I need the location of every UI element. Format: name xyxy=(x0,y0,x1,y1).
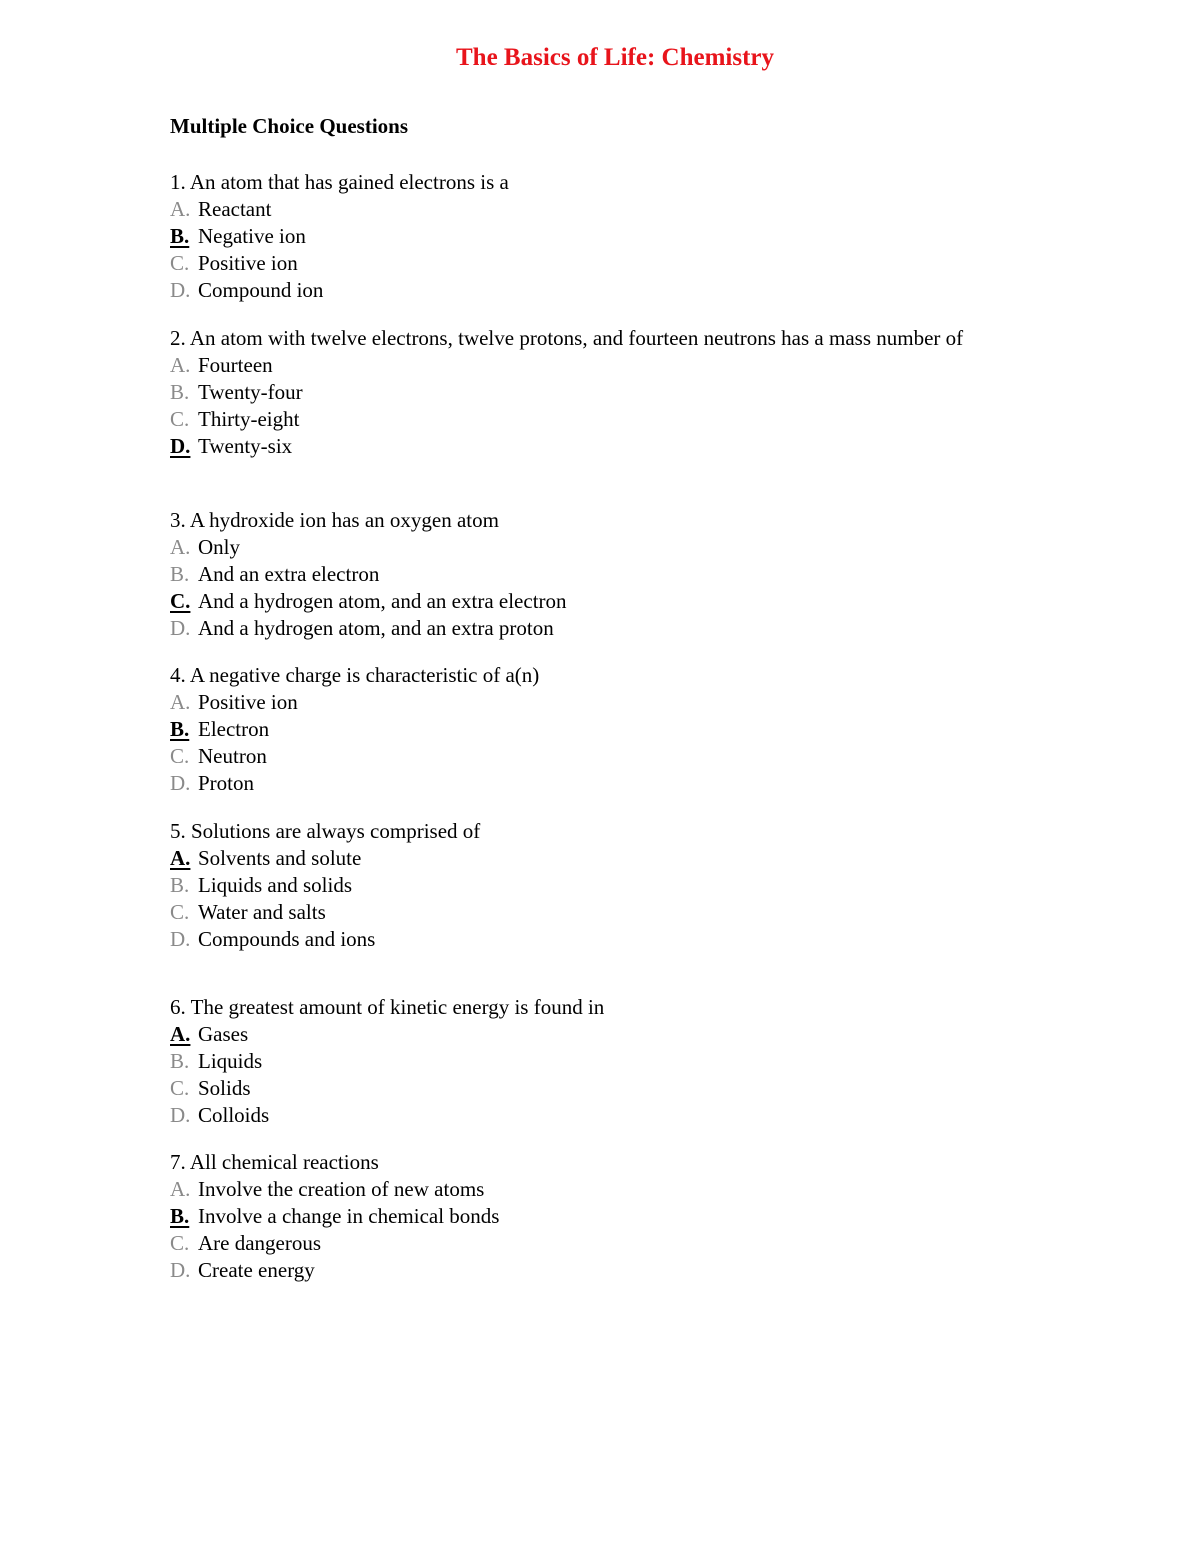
option-text: Positive ion xyxy=(198,690,298,714)
question-text: 5. Solutions are always comprised of xyxy=(170,819,481,843)
option-letter: D. xyxy=(170,278,191,302)
option-c xyxy=(170,406,1050,433)
option-text: Compounds and ions xyxy=(198,927,376,951)
option-letter: C. xyxy=(170,744,190,768)
option-a xyxy=(170,689,1050,716)
option-letter: B. xyxy=(170,562,190,586)
option-d xyxy=(170,615,1050,642)
option-text: Twenty-four xyxy=(198,380,303,404)
option-a xyxy=(170,1021,1050,1048)
correct-answer-letter: B. xyxy=(170,224,190,248)
question-text: 7. All chemical reactions xyxy=(170,1150,379,1174)
option-text: Thirty-eight xyxy=(198,407,300,431)
question-text: 4. A negative charge is characteristic of a(n) xyxy=(170,663,540,687)
option-letter: B. xyxy=(170,1049,190,1073)
option-letter: A. xyxy=(170,1177,191,1201)
option-text: And a hydrogen atom, and an extra proton xyxy=(198,616,554,640)
option-letter: A. xyxy=(170,197,191,221)
option-text: Positive ion xyxy=(198,251,298,275)
option-text: Negative ion xyxy=(198,224,306,248)
document-title: The Basics of Life: Chemistry xyxy=(455,44,775,71)
option-text: Involve a change in chemical bonds xyxy=(198,1204,500,1228)
correct-answer-letter: D. xyxy=(170,434,191,458)
option-letter: C. xyxy=(170,1231,190,1255)
option-c xyxy=(170,588,1050,615)
question-text: 2. An atom with twelve electrons, twelve protons, and fourteen neutrons has a mass number of xyxy=(170,326,964,350)
option-d xyxy=(170,770,1050,797)
option-c xyxy=(170,743,1050,770)
option-text: Involve the creation of new atoms xyxy=(198,1177,485,1201)
option-b xyxy=(170,716,1050,743)
question-5 xyxy=(170,818,1050,953)
correct-answer-letter: C. xyxy=(170,589,191,613)
option-b xyxy=(170,1203,1050,1230)
option-d xyxy=(170,277,1050,304)
question-text: 6. The greatest amount of kinetic energy is found in xyxy=(170,995,605,1019)
correct-answer-letter: B. xyxy=(170,1204,190,1228)
option-letter: D. xyxy=(170,1103,191,1127)
option-text: Twenty-six xyxy=(198,434,293,458)
option-text: Solvents and solute xyxy=(198,846,362,870)
option-c xyxy=(170,1075,1050,1102)
question-6 xyxy=(170,994,1050,1129)
option-b xyxy=(170,1048,1050,1075)
option-letter: C. xyxy=(170,1076,190,1100)
option-text: Water and salts xyxy=(198,900,326,924)
option-b xyxy=(170,872,1050,899)
option-d xyxy=(170,433,1050,460)
option-d xyxy=(170,1102,1050,1129)
question-3 xyxy=(170,507,1050,642)
option-b xyxy=(170,561,1050,588)
option-text: Create energy xyxy=(198,1258,315,1282)
option-d xyxy=(170,926,1050,953)
option-c xyxy=(170,899,1050,926)
option-letter: D. xyxy=(170,1258,191,1282)
option-letter: D. xyxy=(170,771,191,795)
option-b xyxy=(170,223,1050,250)
option-c xyxy=(170,250,1050,277)
option-text: Compound ion xyxy=(198,278,324,302)
option-text: Liquids and solids xyxy=(198,873,353,897)
question-2 xyxy=(170,325,1050,460)
question-7 xyxy=(170,1149,1050,1284)
option-letter: C. xyxy=(170,900,190,924)
option-a xyxy=(170,1176,1050,1203)
option-text: Proton xyxy=(198,771,255,795)
option-b xyxy=(170,379,1050,406)
option-text: Solids xyxy=(198,1076,251,1100)
option-letter: A. xyxy=(170,535,191,559)
correct-answer-letter: A. xyxy=(170,1022,191,1046)
option-text: Only xyxy=(198,535,240,559)
option-letter: A. xyxy=(170,690,191,714)
option-text: Liquids xyxy=(198,1049,263,1073)
option-d xyxy=(170,1257,1050,1284)
option-text: Fourteen xyxy=(198,353,273,377)
option-a xyxy=(170,845,1050,872)
option-text: Are dangerous xyxy=(198,1231,322,1255)
option-a xyxy=(170,534,1050,561)
option-letter: B. xyxy=(170,873,190,897)
section-heading: Multiple Choice Questions xyxy=(170,114,409,138)
option-text: And a hydrogen atom, and an extra electron xyxy=(198,589,567,613)
correct-answer-letter: A. xyxy=(170,846,191,870)
option-text: Gases xyxy=(198,1022,249,1046)
option-a xyxy=(170,196,1050,223)
question-text: 1. An atom that has gained electrons is a xyxy=(170,170,509,194)
correct-answer-letter: B. xyxy=(170,717,190,741)
question-1 xyxy=(170,169,1050,304)
option-letter: D. xyxy=(170,927,191,951)
option-c xyxy=(170,1230,1050,1257)
option-text: Neutron xyxy=(198,744,267,768)
question-text: 3. A hydroxide ion has an oxygen atom xyxy=(170,508,499,532)
option-text: Reactant xyxy=(198,197,272,221)
option-text: And an extra electron xyxy=(198,562,380,586)
option-letter: D. xyxy=(170,616,191,640)
option-text: Electron xyxy=(198,717,270,741)
option-a xyxy=(170,352,1050,379)
option-letter: C. xyxy=(170,407,190,431)
option-letter: A. xyxy=(170,353,191,377)
question-4 xyxy=(170,662,1050,797)
option-text: Colloids xyxy=(198,1103,270,1127)
option-letter: B. xyxy=(170,380,190,404)
option-letter: C. xyxy=(170,251,190,275)
